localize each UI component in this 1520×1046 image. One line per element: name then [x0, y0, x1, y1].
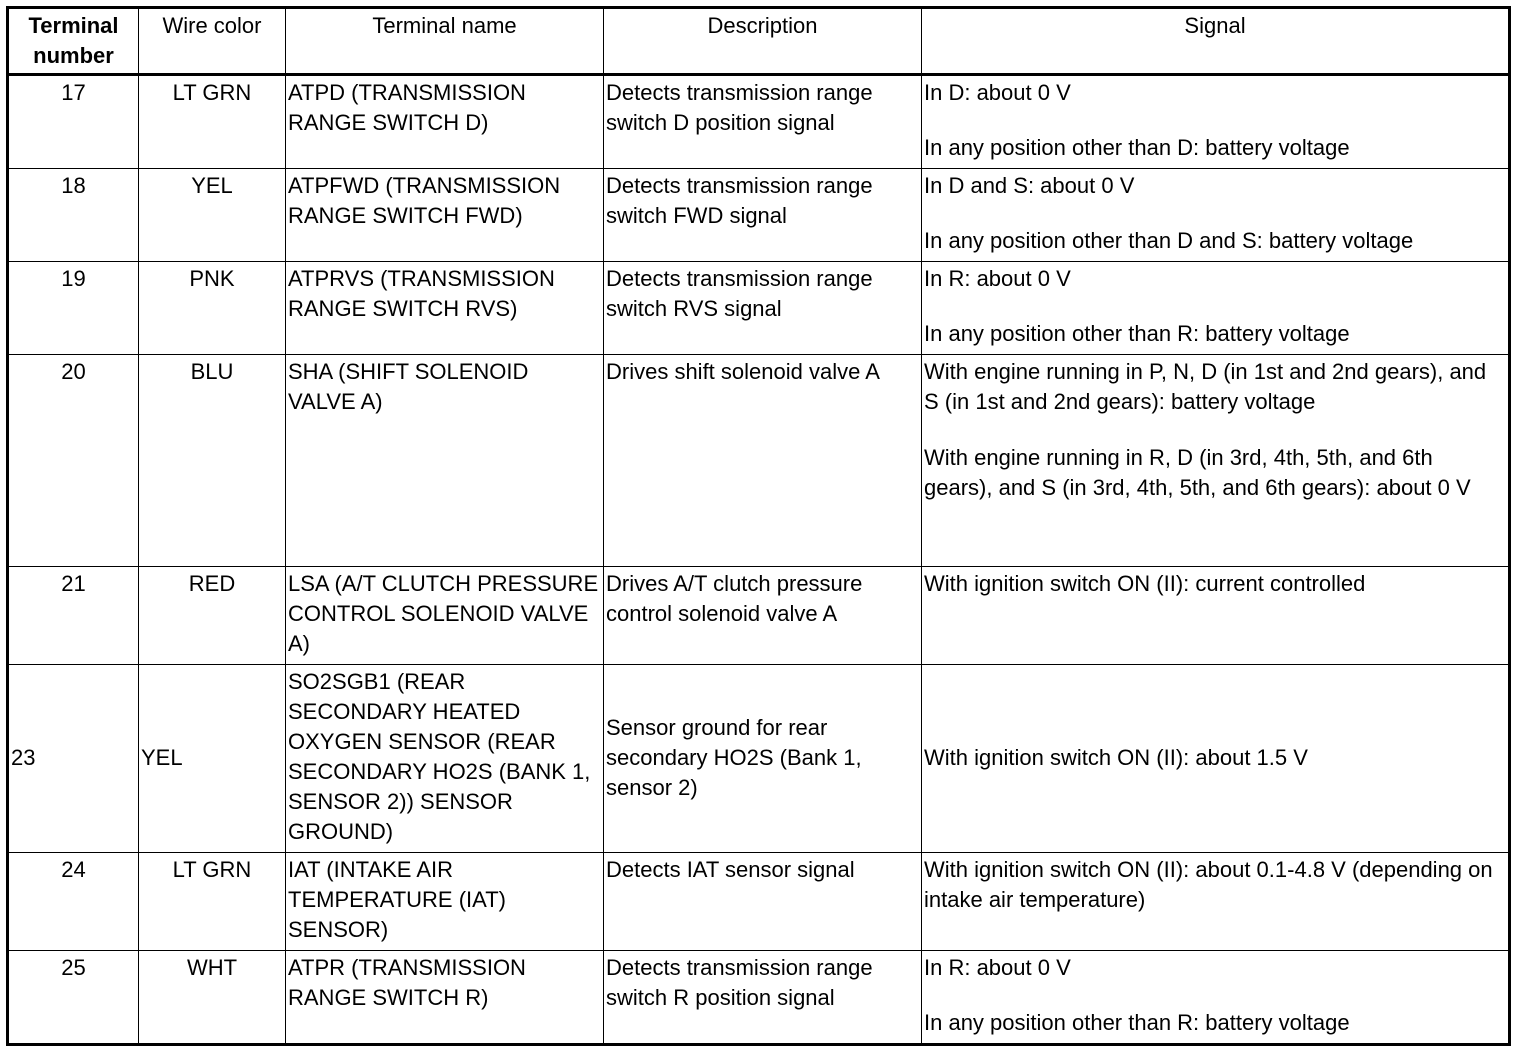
description-cell: Detects transmission range switch R position signal [604, 951, 922, 1045]
table-row [8, 853, 1510, 951]
signal-line: With ignition switch ON (II): current controlled [924, 571, 1366, 596]
header-terminal-number: Terminal number [8, 8, 139, 75]
terminal-number-cell: 24 [8, 853, 139, 951]
terminal-number-cell: 23 [8, 665, 139, 853]
table-row [8, 262, 1510, 355]
terminal-number-cell: 21 [8, 567, 139, 665]
terminal-name-cell: ATPD (TRANSMISSION RANGE SWITCH D) [286, 75, 604, 169]
description-cell: Detects transmission range switch D position signal [604, 75, 922, 169]
header-description: Description [604, 8, 922, 75]
terminal-name-cell: ATPR (TRANSMISSION RANGE SWITCH R) [286, 951, 604, 1045]
terminal-table-container [6, 6, 1511, 1046]
terminal-table [6, 6, 1511, 1046]
signal-line: In any position other than D: battery voltage [924, 135, 1350, 160]
description-cell: Sensor ground for rear secondary HO2S (Bank 1, sensor 2) [604, 665, 922, 853]
signal-line: In R: about 0 V [924, 955, 1071, 980]
signal-line: In any position other than D and S: battery voltage [924, 228, 1414, 253]
header-signal: Signal [922, 8, 1510, 75]
signal-line: With ignition switch ON (II): about 0.1-4.8 V (depending on intake air temperature) [924, 857, 1493, 912]
signal-line: In D: about 0 V [924, 80, 1071, 105]
terminal-number-cell: 20 [8, 355, 139, 567]
wire-color-cell: BLU [139, 355, 286, 567]
wire-color-cell: LT GRN [139, 75, 286, 169]
wire-color-cell: YEL [139, 169, 286, 262]
signal-line: In D and S: about 0 V [924, 173, 1135, 198]
signal-line: In any position other than R: battery voltage [924, 321, 1350, 346]
signal-cell [922, 853, 1510, 951]
header-terminal-name: Terminal name [286, 8, 604, 75]
description-cell: Drives A/T clutch pressure control solenoid valve A [604, 567, 922, 665]
header-row [8, 8, 1510, 75]
signal-cell [922, 951, 1510, 1045]
signal-line: With engine running in R, D (in 3rd, 4th, 5th, and 6th gears), and S (in 3rd, 4th, 5th, and 6th gears): about 0 V [924, 445, 1471, 500]
wire-color-cell: PNK [139, 262, 286, 355]
signal-cell [922, 262, 1510, 355]
wire-color-cell: YEL [139, 665, 286, 853]
table-row [8, 75, 1510, 169]
terminal-number-cell: 17 [8, 75, 139, 169]
signal-line: With ignition switch ON (II): about 1.5 V [924, 744, 1308, 770]
terminal-name-cell: SO2SGB1 (REAR SECONDARY HEATED OXYGEN SENSOR (REAR SECONDARY HO2S (BANK 1, SENSOR 2)) SENSOR GROUND) [286, 665, 604, 853]
table-row [8, 169, 1510, 262]
header-wire-color: Wire color [139, 8, 286, 75]
signal-line: In any position other than R: battery voltage [924, 1010, 1350, 1035]
description-cell: Detects transmission range switch RVS signal [604, 262, 922, 355]
terminal-number-cell: 18 [8, 169, 139, 262]
signal-cell [922, 355, 1510, 567]
table-row [8, 665, 1510, 853]
wire-color-cell: LT GRN [139, 853, 286, 951]
terminal-name-cell: LSA (A/T CLUTCH PRESSURE CONTROL SOLENOID VALVE A) [286, 567, 604, 665]
wire-color-cell: WHT [139, 951, 286, 1045]
signal-cell [922, 665, 1510, 853]
signal-cell [922, 567, 1510, 665]
description-cell: Drives shift solenoid valve A [604, 355, 922, 567]
terminal-name-cell: ATPFWD (TRANSMISSION RANGE SWITCH FWD) [286, 169, 604, 262]
signal-line: With engine running in P, N, D (in 1st and 2nd gears), and S (in 1st and 2nd gears): battery voltage [924, 359, 1487, 414]
description-cell: Detects IAT sensor signal [604, 853, 922, 951]
terminal-name-cell: IAT (INTAKE AIR TEMPERATURE (IAT) SENSOR) [286, 853, 604, 951]
terminal-number-cell: 25 [8, 951, 139, 1045]
terminal-number-cell: 19 [8, 262, 139, 355]
signal-cell [922, 75, 1510, 169]
terminal-name-cell: ATPRVS (TRANSMISSION RANGE SWITCH RVS) [286, 262, 604, 355]
table-row [8, 355, 1510, 567]
wire-color-cell: RED [139, 567, 286, 665]
table-row [8, 567, 1510, 665]
terminal-name-cell: SHA (SHIFT SOLENOID VALVE A) [286, 355, 604, 567]
table-row [8, 951, 1510, 1045]
signal-cell [922, 169, 1510, 262]
description-cell: Detects transmission range switch FWD signal [604, 169, 922, 262]
signal-line: In R: about 0 V [924, 266, 1071, 291]
